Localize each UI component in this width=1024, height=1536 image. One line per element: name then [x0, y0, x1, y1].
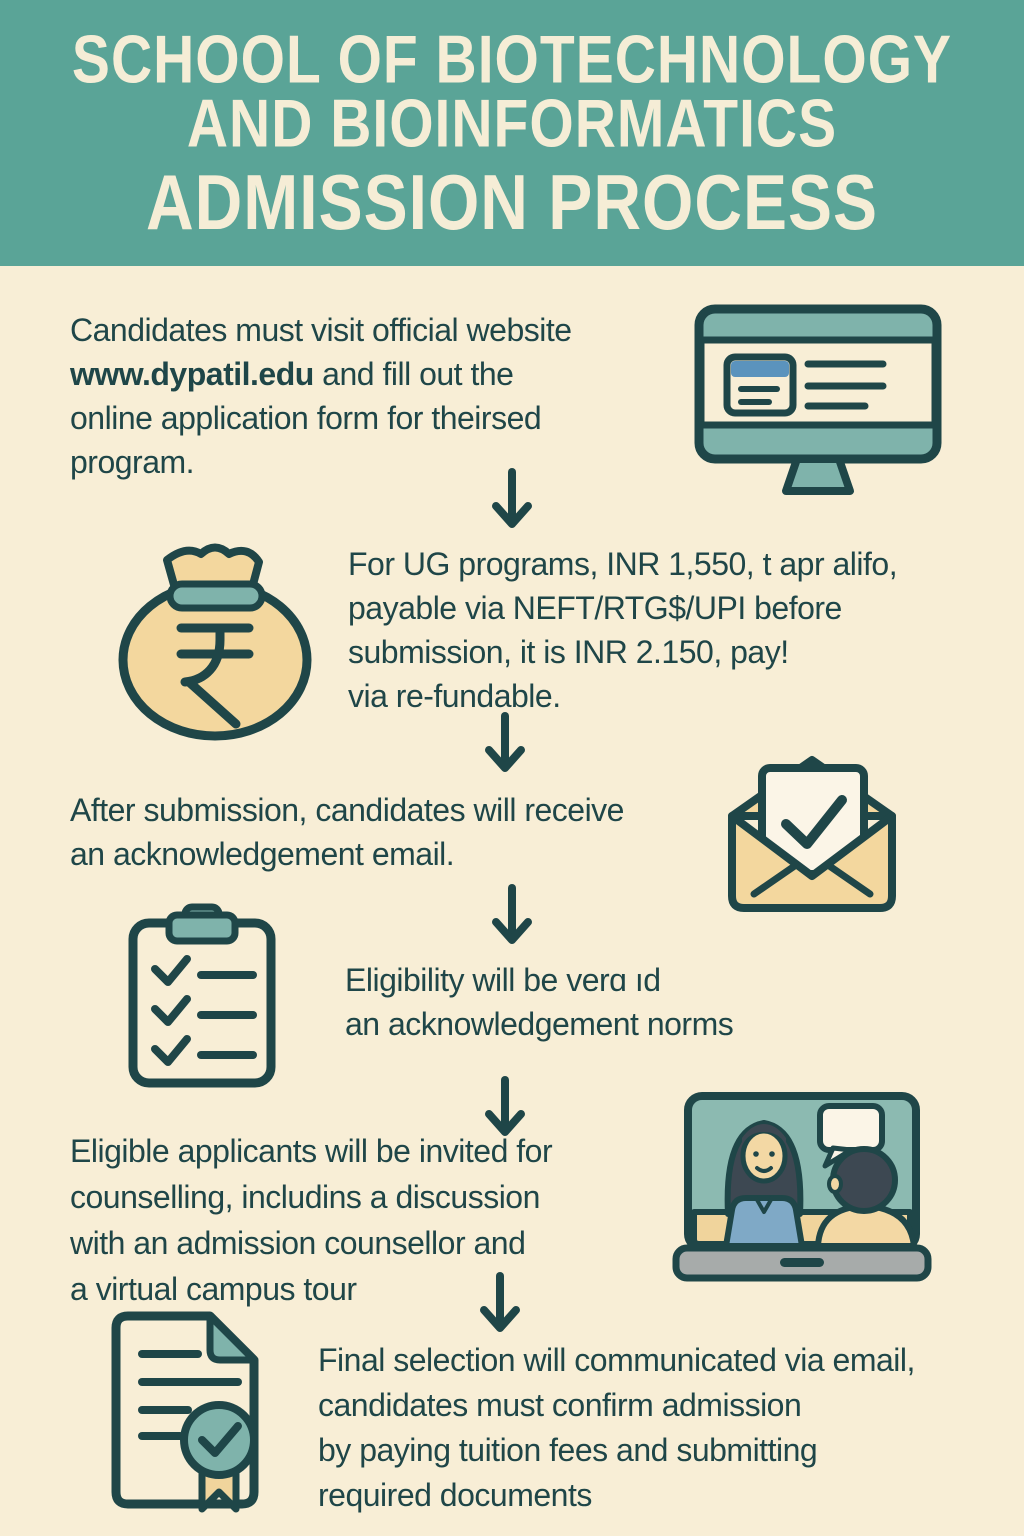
step-acknowledge-text: [70, 788, 624, 876]
step-counselling-line4: a virtual campus tour: [70, 1271, 357, 1307]
step-acknowledge-line2: an acknowledgement email.: [70, 836, 455, 872]
step-eligibility-text: [345, 958, 733, 1046]
step-apply-line3: online application form for theirsed: [70, 400, 542, 436]
step-counselling-line2: counselling, includins a discussion: [70, 1179, 540, 1215]
title-line-1: SCHOOL OF BIOTECHNOLOGY: [71, 22, 953, 98]
step-apply-line4: program.: [70, 444, 195, 480]
checklist-clipboard-icon: [123, 903, 281, 1093]
step-apply-line2-rest: and fill out the: [313, 356, 514, 392]
down-arrow-icon: [490, 468, 534, 542]
step-apply-line2: [70, 352, 572, 396]
computer-screen-form-icon: [693, 303, 943, 503]
certified-document-icon: [98, 1308, 270, 1513]
step-apply-text: [70, 308, 572, 484]
step-fee-line3: submission, it is INR 2.150, pay!: [348, 634, 789, 670]
step-final-text: [318, 1338, 915, 1518]
website-url: www.dypatil.edu: [70, 356, 314, 392]
step-apply-line1: Candidates must visit official website: [70, 312, 572, 348]
step-counselling-line3: with an admission counsellor and: [70, 1225, 526, 1261]
step-final-line2: candidates must confirm admission: [318, 1387, 802, 1423]
step-final-line1: Final selection will communicated via email,: [318, 1342, 915, 1378]
acknowledgement-envelope-icon: [710, 728, 915, 926]
title-line-2: AND BIOINFORMATICS: [186, 86, 838, 162]
money-bag-rupee-icon: [108, 520, 323, 742]
step-fee-line1: For UG programs, INR 1,550, t apr alifo,: [348, 546, 898, 582]
step-final-line4: required documents: [318, 1477, 592, 1513]
down-arrow-icon: [478, 1272, 522, 1346]
step-eligibility-line2: an acknowledgement norms: [345, 1006, 734, 1042]
down-arrow-icon: [490, 884, 534, 958]
step-fee-line2: payable via NEFT/RTG$/UPI before: [348, 590, 842, 626]
header-band: [0, 0, 1024, 266]
video-call-laptop-icon: [668, 1090, 936, 1282]
step-fee-text: [348, 542, 897, 718]
step-fee-line4: via re-fundable.: [348, 678, 561, 714]
down-arrow-icon: [483, 712, 527, 786]
step-eligibility-line1: Eligibility will be verɑ ıd: [345, 962, 661, 998]
step-final-line3: by paying tuition fees and submitting: [318, 1432, 818, 1468]
step-counselling-line1: Eligible applicants will be invited for: [70, 1133, 553, 1169]
step-acknowledge-line1: After submission, candidates will receive: [70, 792, 624, 828]
subtitle-admission-process: ADMISSION PROCESS: [145, 158, 879, 246]
